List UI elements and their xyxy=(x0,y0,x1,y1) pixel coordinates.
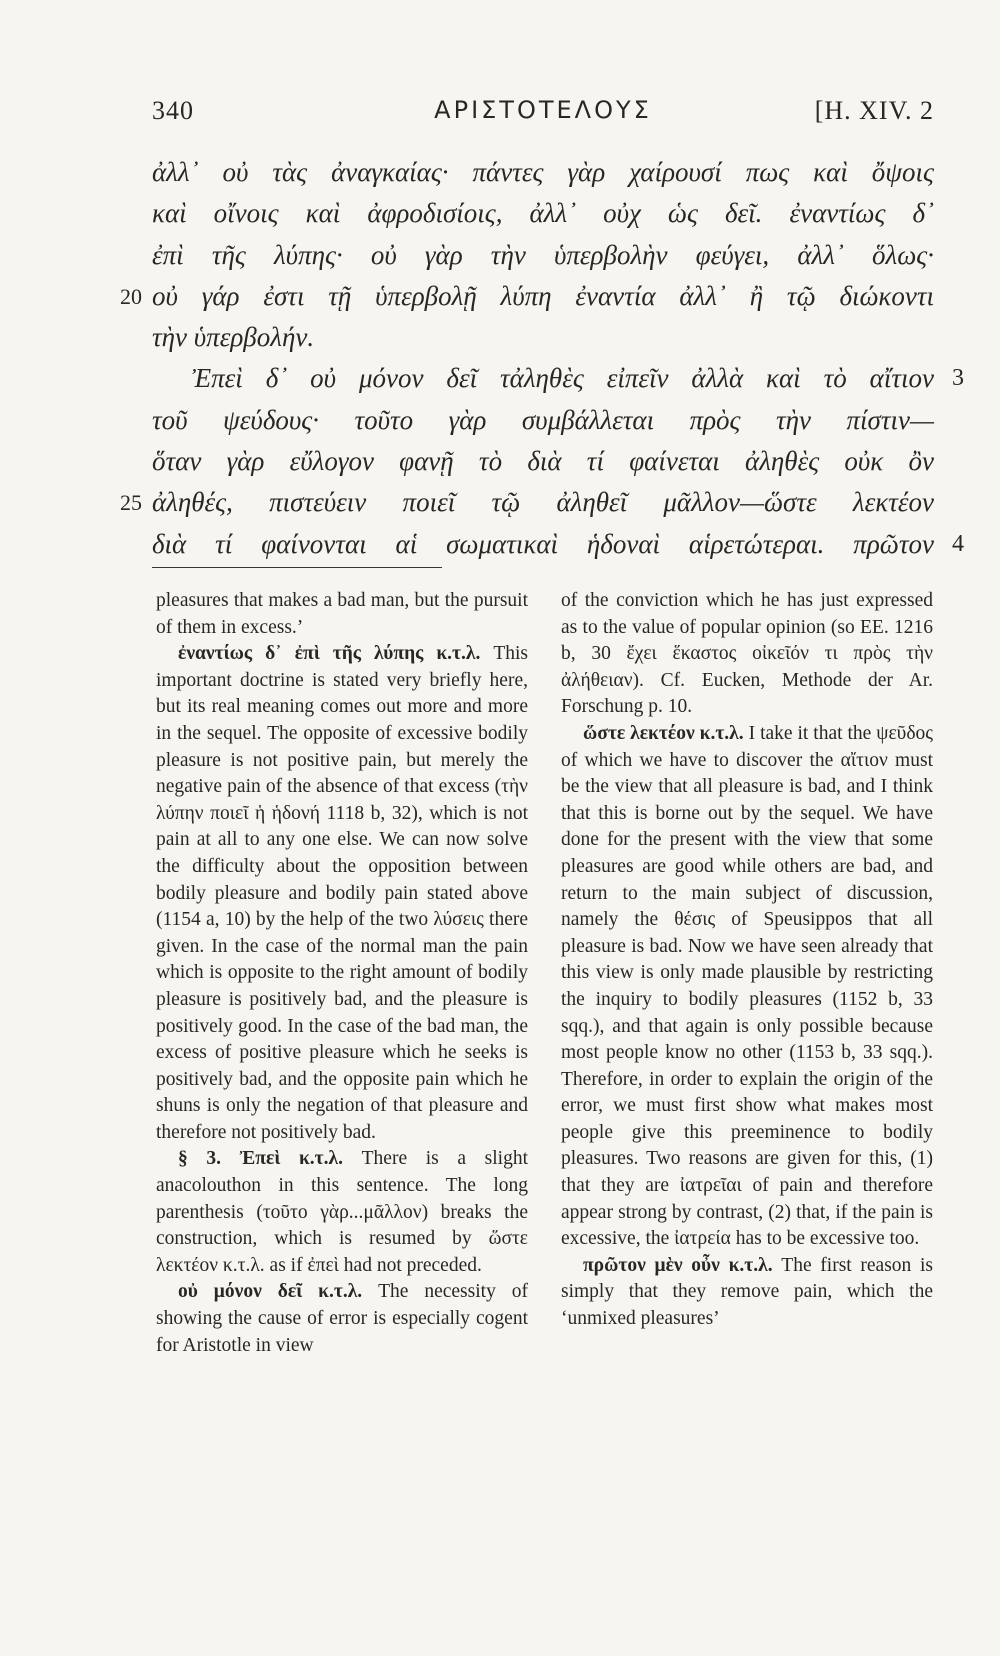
commentary-paragraph: of the conviction which he has just expressed as to the value of popular opinion (so EE. 1216 b, 30 ἔχει ἕκαστος οἰκεῖόν τι πρὸς τὴν ἀλήθειαν). Cf. Eucken, Methode der Ar. Forschung p. 10. xyxy=(561,590,933,718)
commentary-paragraph: ἐναντίως δ᾽ ἐπὶ τῆς λύπης κ.τ.λ. This important doctrine is stated very briefly here, but its real meaning comes out more and more in the sequel. The opposite of excessive bodily pleasure is not positive pain, but merely the negative pain of the absence of that excess (τὴν λύπην ποιεῖ ἡ ἡδονή 1118 b, 32), which is not pain at all to any one else. We can now solve the difficulty about the opposition between bodily pleasure and bodily pain stated above (1154 a, 10) by the help of the two λύσεις there given. In the case of the normal man the pain which is opposite to the right amount of bodily pleasure is positively bad, and the pleasure is positively good. In the case of the bad man, the excess of positive pleasure which he seeks is positively bad, and the opposite pain which he shuns is only the negation of that pleasure and therefore not positively bad. xyxy=(156,643,529,1143)
lemma: ὥστε λεκτέον κ.τ.λ. xyxy=(583,722,744,744)
line-number: 25 xyxy=(120,490,142,516)
greek-text-block xyxy=(120,152,964,565)
greek-line: καὶ οἴνοις καὶ ἀφροδισίοις, ἀλλ᾽ οὐχ ὡς δεῖ. ἐναντίως δ᾽ xyxy=(152,198,934,229)
commentary-paragraph: pleasures that makes a bad man, but the pursuit of them in excess.’ xyxy=(156,590,528,638)
greek-line: διὰ τί φαίνονται αἱ σωματικαὶ ἡδοναὶ αἱρετώτεραι. πρῶτον 4 xyxy=(152,524,934,565)
lemma: πρῶτον μὲν οὖν κ.τ.λ. xyxy=(583,1254,773,1276)
greek-line: 25 ἀληθές, πιστεύειν ποιεῖ τῷ ἀληθεῖ μᾶλλον—ὥστε λεκτέον xyxy=(152,482,934,523)
lemma: § 3. Ἐπεὶ κ.τ.λ. xyxy=(178,1148,343,1170)
lemma: οὐ μόνον δεῖ κ.τ.λ. xyxy=(178,1281,363,1303)
commentary-paragraph: πρῶτον μὲν οὖν κ.τ.λ. The first reason is simply that they remove pain, which the ‘unmixed pleasures’ xyxy=(561,1254,933,1330)
section-reference: [H. XIV. 2 xyxy=(814,96,934,125)
commentary-paragraph: οὐ μόνον δεῖ κ.τ.λ. The necessity of showing the cause of error is especially cogent for Aristotle in view xyxy=(156,1281,528,1356)
running-header xyxy=(152,96,934,136)
footnote-divider xyxy=(152,567,442,568)
commentary-paragraph: ὥστε λεκτέον κ.τ.λ. I take it that the ψεῦδος of which we have to discover the αἴτιον must be the view that all pleasure is bad, and I think that this is borne out by the sequel. We have done for the present with the view that some pleasures are good while others are bad, and return to the main subject of discussion, namely the θέσις of Speusippos that all pleasure is bad. Now we have seen already that this view is only made plausible by restricting the inquiry to bodily pleasures (1152 b, 33 sqq.), and that again is only possible because most people know no other (1153 b, 33 sqq.). Therefore, in order to explain the origin of the error, we must first show what makes most people give this preeminence to bodily pleasures. Two reasons are given for this, (1) that they are ἰατρεῖαι of pain and therefore appear strong by contrast, (2) that, if the pain is excessive, the ἰατρεία has to be excessive too. xyxy=(561,722,933,1250)
section-number: 4 xyxy=(952,530,964,557)
greek-line: ἐπὶ τῆς λύπης· οὐ γὰρ τὴν ὑπερβολὴν φεύγει, ἀλλ᾽ ὅλως· xyxy=(152,239,934,270)
greek-line: τοῦ ψεύδους· τοῦτο γὰρ συμβάλλεται πρὸς τὴν πίστιν— xyxy=(152,404,934,435)
line-number: 20 xyxy=(120,283,142,309)
lemma: ἐναντίως δ᾽ ἐπὶ τῆς λύπης κ.τ.λ. xyxy=(178,643,481,665)
running-title: ΑΡΙΣΤΟΤΕΛΟΥΣ xyxy=(434,96,652,124)
greek-line: 20 οὐ γάρ ἐστι τῇ ὑπερβολῇ λύπη ἐναντία ἀλλ᾽ ἢ τῷ διώκοντι xyxy=(152,276,934,317)
commentary-paragraph: § 3. Ἐπεὶ κ.τ.λ. There is a slight anacolouthon in this sentence. The long parenthesis (τοῦτο γὰρ...μᾶλλον) breaks the construction, which is resumed by ὥστε λεκτέον κ.τ.λ. as if ἐπεὶ had not preceded. xyxy=(156,1148,529,1276)
greek-line: Ἐπεὶ δ᾽ οὐ μόνον δεῖ τἀληθὲς εἰπεῖν ἀλλὰ καὶ τὸ αἴτιον 3 xyxy=(152,358,934,399)
section-number: 3 xyxy=(952,365,964,392)
page-number: 340 xyxy=(152,96,194,125)
commentary-column-left xyxy=(156,588,528,1359)
greek-line: τὴν ὑπερβολήν. xyxy=(152,322,315,353)
commentary-column-right xyxy=(561,588,933,1333)
greek-line: ἀλλ᾽ οὐ τὰς ἀναγκαίας· πάντες γὰρ χαίρουσί πως καὶ ὄψοις xyxy=(152,157,934,187)
greek-line: ὅταν γὰρ εὔλογον φανῇ τὸ διὰ τί φαίνεται ἀληθὲς οὐκ ὂν xyxy=(152,446,934,477)
